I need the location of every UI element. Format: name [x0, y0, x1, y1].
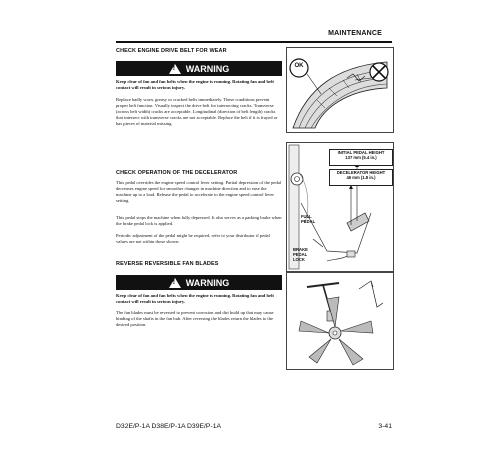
fan-figure — [286, 272, 394, 370]
fan-body-text: The fan blades must be reversed to prevent corrosion and dirt build up that may cause binding of the shafts in the fan hub. After reversing the blades return the blades to the desired position. — [116, 310, 274, 327]
fan-warning-banner — [116, 275, 282, 290]
decel-section-title: CHECK OPERATION OF THE DECELERATOR — [116, 170, 238, 176]
initial-height-label: INITIAL PEDAL HEIGHT — [337, 150, 385, 155]
section-header: MAINTENANCE — [328, 30, 382, 37]
initial-height-value: 137 mm (5.4 in.) — [345, 154, 377, 160]
fan-blades-illustration — [287, 273, 393, 369]
decel-height-callout — [329, 169, 393, 186]
footer-models: D32E/P-1A D38E/P-1A D39E/P-1A — [116, 423, 222, 430]
decel-para-2: This pedal stops the machine when fully depressed. It also serves as a parking brake when the brake pedal lock is applied. — [116, 215, 282, 226]
belt-warning-text: Keep clear of fan and fan belts when the engine is running. Rotating fan and belt contact will result in serious injury. — [116, 79, 274, 90]
fan-warning-label: WARNING — [185, 277, 230, 288]
belt-figure — [286, 47, 394, 133]
decel-height-label: DECELERATOR HEIGHT — [336, 170, 386, 175]
belt-warning-label: WARNING — [185, 63, 230, 74]
belt-warning-banner — [116, 61, 282, 76]
belt-section-title: CHECK ENGINE DRIVE BELT FOR WEAR — [116, 48, 227, 54]
brake-pedal-lock-label — [293, 248, 308, 262]
fan-warning-text: Keep clear of fan and fan belts when the engine is running. Rotating fan and belt contact will result in serious injury. — [116, 293, 274, 304]
brake-lock-label-line-1: BRAKE — [293, 247, 308, 252]
initial-height-callout — [329, 149, 393, 166]
full-pedal-label-line-2: PEDAL — [301, 218, 316, 224]
decel-para-3: Periodic adjustment of the pedal might be required, refer to your distributor if pedal values are not within those shown. — [116, 233, 270, 244]
decel-height-value: 46 mm (1.8 in.) — [346, 174, 376, 180]
warning-triangle-icon — [169, 278, 181, 288]
header-rule — [116, 41, 392, 43]
fan-section-title: REVERSE REVERSIBLE FAN BLADES — [116, 261, 219, 267]
decelerator-figure — [286, 142, 394, 272]
brake-lock-label-line-2: PEDAL — [293, 251, 308, 257]
decel-para-1: This pedal overrides the engine speed control lever setting. Partial depression of the pedal decreases engine speed for smoother changes in machine direction and to ease the machine up to a load. Release the pedal to accelerate to the engine speed control lever setting. — [116, 180, 282, 203]
brake-lock-label-line-3: LOCK — [293, 256, 305, 262]
ok-label: OK — [294, 63, 304, 69]
full-pedal-label-line-1: FULL — [301, 214, 312, 219]
drive-belt-illustration — [287, 48, 393, 132]
belt-body-text: Replace badly worn, greasy or cracked belts immediately. These conditions prevent proper belt function. Visually inspect the drive belt for intersecting cracks. Transverse (across belt width) cracks are acceptable. Longitudinal (direction of belt length) cracks that intersect with transverse cracks are not acceptable. Replace the belt if it is frayed or has pieces of material missing. — [116, 97, 278, 126]
page-number: 3-41 — [378, 423, 392, 430]
full-pedal-label — [301, 215, 315, 225]
warning-triangle-icon — [169, 64, 181, 74]
